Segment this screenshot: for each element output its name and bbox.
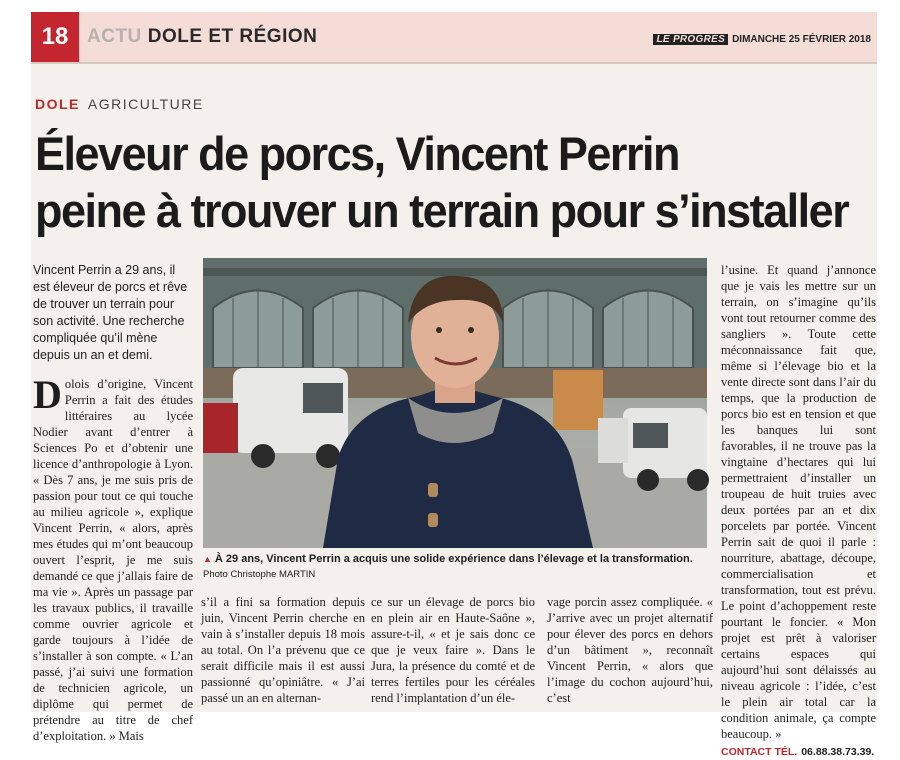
article-photo [203, 258, 707, 548]
drop-cap: D [33, 372, 62, 417]
body-column-4: vage porcin assez compliquée. « J’arrive avec un projet alternatif pour élever des porcs en dehors d’un bâtiment », reconnaît Vincent Perrin, « alors que l’image du cochon aujourd’hui, c’est [547, 595, 713, 705]
newspaper-page [31, 12, 877, 758]
kicker-place: DOLE [35, 96, 80, 112]
page-header [31, 12, 877, 64]
body-column-5 [721, 262, 876, 760]
article-lede: Vincent Perrin a 29 ans, il est éleveur de porcs et rêve de trouver un terrain pour son activité. Une recherche compliquée qu’il mène depuis un an et demi. [33, 263, 188, 362]
article-kicker [35, 96, 204, 112]
photo-caption [203, 552, 707, 582]
newspaper-logo: LE PROGRES [653, 34, 728, 45]
body-text-5: l’usine. Et quand j’annonce que je vais les mettre sur un terrain, on s’imagine qu’ils vont tout retourner comme des sangliers ». Toute cette méconnaissance fait que, même si l’élevage bio et la vente directe sont dans l’air du temps, que la production de porcs bio est en tension et que les banques lui sont favorables, il ne trouve pas la vingtaine d’hectares qui lui permettraient d’installer un troupeau de huit truies avec deux portées par an et dix porcelets par portée. Vincent Perrin sait de quoi il parle : nourriture, abattage, découpe, commercialisation et transformation, tout est prévu. Le point d’achoppement reste pourtant le foncier. « Mon projet est prêt à valoriser certains espaces qui aujourd’hui sont délaissés au niveau agricole : l’idée, c’est le plein air total car la condition animale, ça compte beaucoup. » [721, 263, 876, 741]
body-column-2: s’il a fini sa formation depuis juin, Vincent Perrin cherche en vain à s’installer depuis 18 mois au total. On l’a prévenu que ce serait difficile mais il est aussi passionné qu’opiniâtre. « J’ai passé un an en alternan- [201, 595, 365, 705]
contact-label: CONTACT TÉL. [721, 746, 798, 758]
caption-triangle-icon: ▲ [203, 554, 212, 564]
kicker-topic: AGRICULTURE [87, 96, 204, 112]
article-headline [35, 126, 881, 239]
van-left [233, 368, 348, 468]
headline-line-1: Éleveur de porcs, Vincent Perrin [35, 127, 679, 181]
headline-line-2: peine à trouver un terrain pour s’installer [35, 183, 849, 238]
section-title [87, 26, 317, 48]
contact-number: 06.88.38.73.39. [801, 746, 875, 758]
body-column-3: ce sur un élevage de porcs bio en plein air en Haute-Saône », assure-t-il, « et je sais donc ce que je veux faire ». Dans le Jura, la présence du comté et de terres fertiles pour les céréales rend l’implantation d’un éle- [371, 595, 535, 705]
masthead [653, 34, 871, 45]
section-name: DOLE ET RÉGION [147, 26, 318, 47]
body-text-1: olois d’origine, Vincent Perrin a fait des études littéraires au lycée Nodier avant d’entrer à Sciences Po et d’obtenir une licence d’anthropologie à Lyon. « Dès 7 ans, je me suis pris de passion pour tout ce qui touche au milieu agricole », explique Vincent Perrin, « alors, après mes études qui m’ont beaucoup ouvert l’esprit, je me suis demandé ce que j’allais faire de ma vie ». Après un passage par les travaux publics, il travaille comme ouvrier agricole et garde toujours à l’idée de s’installer à son compte. « L’an passé, j’ai suivi une formation de technicien agricole, un diplôme qui permet de prétendre au titre de chef d’exploitation. » Mais [33, 377, 193, 743]
issue-date: DIMANCHE 25 FÉVRIER 2018 [732, 34, 871, 45]
contact-line [721, 744, 876, 760]
photo-illustration [203, 258, 707, 548]
body-column-1 [33, 372, 193, 744]
section-prefix: ACTU [87, 26, 142, 47]
caption-text: À 29 ans, Vincent Perrin a acquis une solide expérience dans l’élevage et la transformation. [214, 553, 693, 565]
photo-credit: Photo Christophe MARTIN [203, 569, 316, 580]
page-number: 18 [31, 12, 79, 62]
